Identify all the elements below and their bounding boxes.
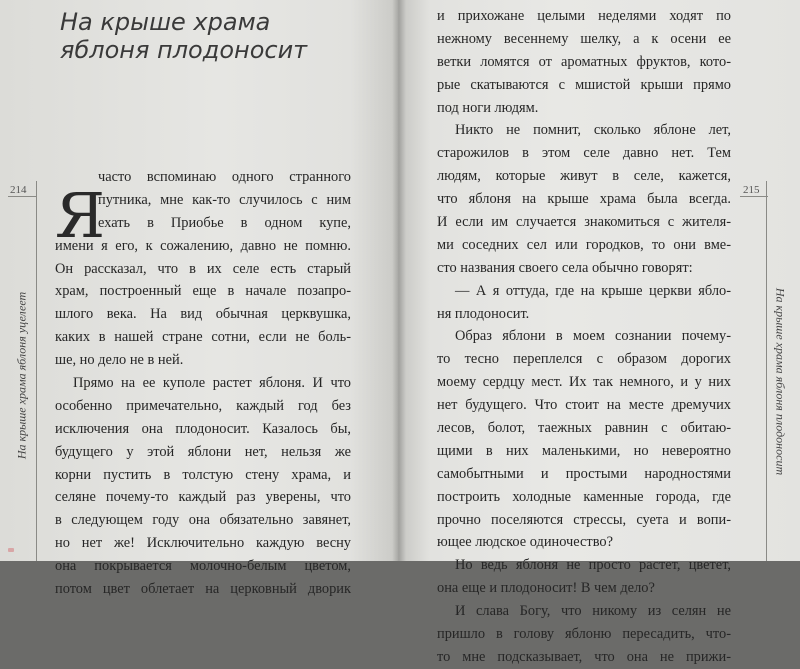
text-line: Но ведь яблоня не просто растет, цветет, <box>455 557 731 574</box>
text-line: ветки ломятся от ароматных фруктов, кото- <box>437 53 731 70</box>
text-line: исключения она плодоносит. Казалось бы, <box>55 420 351 437</box>
text-line: И если им случается знакомиться с жителя- <box>437 214 731 231</box>
text-line: ехать в Приобье в одном купе, <box>98 214 351 231</box>
text-line: лесов, болот, таежных равнин с обитаю- <box>437 420 731 437</box>
text-line: потом цвет облетает на церковный дворик <box>55 581 351 598</box>
text-line: каких в нашей стране сотни, если не боль- <box>55 329 351 346</box>
margin-rule-vertical <box>36 181 37 561</box>
chapter-title-line-1: На крыше храма <box>60 8 271 36</box>
text-line: храм, построенный еще в начале позапро- <box>55 283 351 300</box>
text-line: под ноги людям. <box>437 99 539 116</box>
text-line: построить холодные каменные города, где <box>437 488 731 505</box>
text-line: часто вспоминаю одного странного <box>98 169 351 185</box>
text-line: в следующем году она обязательно завянет, <box>55 512 351 529</box>
text-line: особенно примечательно, каждый год без <box>55 397 351 414</box>
drop-cap: Я <box>55 179 106 252</box>
left-page <box>0 0 398 598</box>
text-line: прочно поселяются стрессы, суета и вопи- <box>437 511 731 528</box>
book-gutter <box>392 0 406 561</box>
page-number: 215 <box>743 184 760 196</box>
text-line: ше, но дело не в ней. <box>55 352 184 369</box>
chapter-title-line-2: яблоня плодоносит <box>60 36 308 64</box>
text-line: путника, мне как-то случилось с ним <box>98 191 351 208</box>
text-line: Никто не помнит, сколько яблоне лет, <box>455 122 731 139</box>
text-line: ня плодоносит. <box>437 305 530 322</box>
text-line: сто названия своего села обычно говорят: <box>437 259 693 276</box>
text-line: людям, которые живут в селе, кажется, <box>437 168 731 185</box>
text-line: Он рассказал, что в их селе есть старый <box>55 260 351 277</box>
right-body-text <box>437 5 731 669</box>
text-line: ющее людское одиночество? <box>437 534 613 551</box>
text-line: будущего у этой яблони нет, нельзя же <box>55 443 351 460</box>
text-line: она покрывается молочно-белым цветом, <box>55 558 351 575</box>
text-line: И слава Богу, что никому из селян не <box>455 603 731 620</box>
text-line: то тесно переплелся с образом дорогих <box>437 351 731 368</box>
folio-rule-horizontal <box>740 196 768 197</box>
text-line: щими в них маленькими, но невероятно <box>437 442 731 459</box>
text-line: ми соседних сел или городков, то они вме- <box>437 236 731 253</box>
text-line: старожилов в этом селе давно нет. Тем <box>437 145 731 162</box>
margin-rule-vertical <box>766 181 767 561</box>
text-line: шлого века. На вид обычная церквушка, <box>55 306 351 323</box>
text-line: селяне почему-то каждый раз уверены, что <box>55 489 351 506</box>
text-line: нет будущего. Что стоит на месте дремучих <box>437 397 731 414</box>
running-title: На крыше храма яблоня плодоносит <box>773 287 788 476</box>
text-line: самобытными и простыми народностями <box>437 465 731 482</box>
running-title: На крыше храма яблоня уцелеет <box>14 291 29 460</box>
text-line: имени я его, к сожалению, давно не помню. <box>55 237 351 254</box>
page-number: 214 <box>10 184 27 196</box>
text-line: рые скатываются с мшистой крыши прямо <box>437 76 731 93</box>
text-line: — А я оттуда, где на крыше церкви ябло- <box>455 282 731 299</box>
chapter-title <box>60 8 360 64</box>
text-line: корни пустить в толстую стену храма, и <box>55 466 351 483</box>
folio-rule-horizontal <box>8 196 36 197</box>
text-line: но нет же! Исключительно каждую весну <box>55 535 351 552</box>
right-page <box>398 0 800 665</box>
text-line: и прихожане целыми неделями ходят по <box>437 8 731 24</box>
text-line: нежному весеннему шелку, а к осени ее <box>437 30 731 47</box>
text-line: что яблоня на крыше храма была всегда. <box>437 191 731 208</box>
text-line: она еще и плодоносит! В чем дело? <box>437 580 655 597</box>
text-line: Прямо на ее куполе растет яблоня. И что <box>73 375 351 392</box>
left-body-text <box>55 166 351 601</box>
text-line: то мне подсказывает, что она не прижи- <box>437 648 731 665</box>
text-line: пришло в голову яблоню пересадить, что- <box>437 626 731 643</box>
page-edge-mark <box>8 548 14 552</box>
text-line: Образ яблони в моем сознании почему- <box>455 328 731 345</box>
text-line: моему сердцу мест. Их так немного, и у них <box>437 374 731 391</box>
